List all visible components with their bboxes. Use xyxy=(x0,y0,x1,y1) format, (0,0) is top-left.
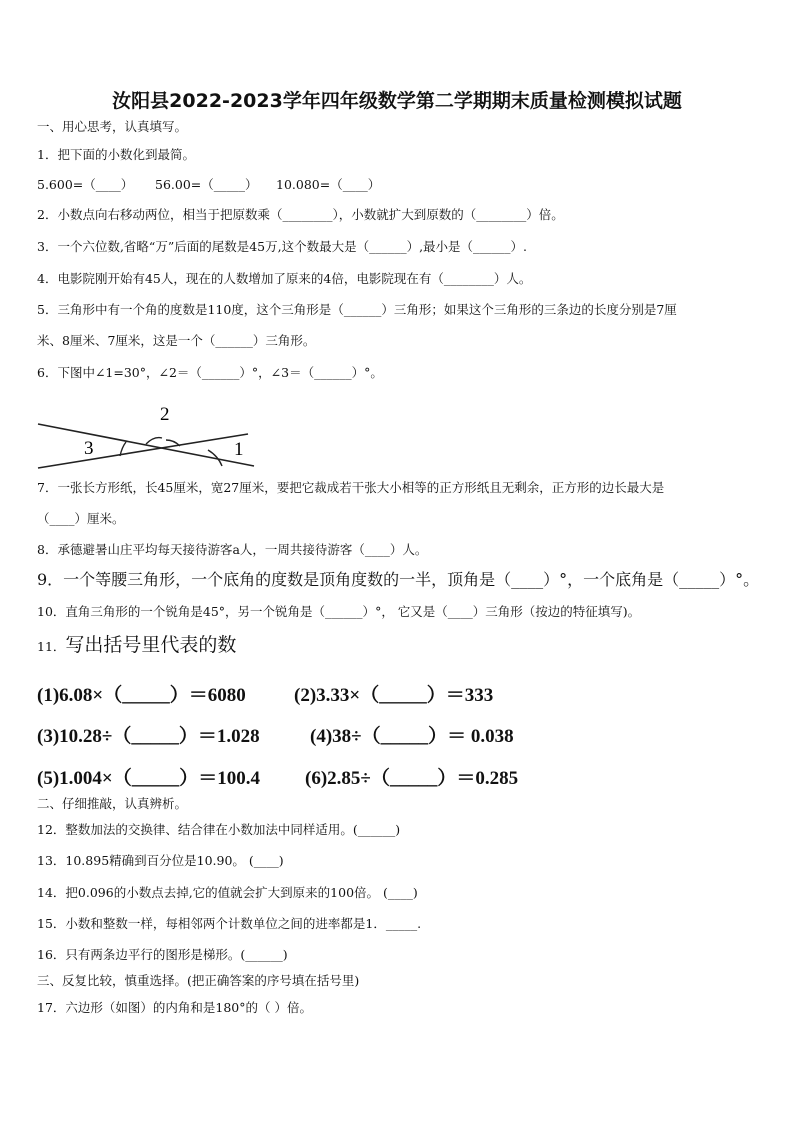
figure-line-a xyxy=(38,424,254,466)
calc-4: (4)38÷（_____）＝ 0.038 xyxy=(310,726,514,747)
calc-1: (1)6.08×（_____）＝6080 xyxy=(37,685,246,706)
calc-2: (2)3.33×（_____）＝333 xyxy=(294,685,494,706)
page-title: 汝阳县2022-2023学年四年级数学第二学期期末质量检测模拟试题 xyxy=(112,90,682,112)
question-7-line-2: （____）厘米。 xyxy=(37,511,125,526)
question-17: 17．六边形（如图）的内角和是180°的（ ）倍。 xyxy=(37,1000,312,1015)
question-1-item-a: 5.600=（____） xyxy=(37,177,134,192)
calc-3: (3)10.28÷（_____）＝1.028 xyxy=(37,726,260,747)
question-14: 14．把0.096的小数点去掉,它的值就会扩大到原来的100倍。 (____) xyxy=(37,885,418,900)
question-9: 9．一个等腰三角形，一个底角的度数是顶角度数的一半，顶角是（____）°，一个底角是（_____）°。 xyxy=(37,570,760,589)
angle-label-2: 2 xyxy=(160,404,170,425)
calc-5: (5)1.004×（_____）＝100.4 xyxy=(37,768,260,789)
question-5-line-2: 米、8厘米、7厘米，这是一个（______）三角形。 xyxy=(37,333,316,348)
question-8: 8．承德避暑山庄平均每天接待游客a人，一周共接待游客（____）人。 xyxy=(37,542,428,557)
section-1-heading: 一、用心思考，认真填写。 xyxy=(37,119,188,134)
angle-label-1: 1 xyxy=(234,439,244,460)
question-15: 15．小数和整数一样，每相邻两个计数单位之间的进率都是1．_____. xyxy=(37,916,422,931)
question-11-number: 11． xyxy=(37,639,66,654)
question-11-text: 写出括号里代表的数 xyxy=(65,634,237,656)
calc-6: (6)2.85÷（_____）＝0.285 xyxy=(305,768,519,789)
question-16: 16．只有两条边平行的图形是梯形。(______) xyxy=(37,947,288,962)
question-13: 13．10.895精确到百分位是10.90。 (____) xyxy=(37,853,284,868)
question-4: 4．电影院刚开始有45人，现在的人数增加了原来的4倍，电影院现在有（________）人。 xyxy=(37,271,532,286)
figure-line-b xyxy=(38,434,248,468)
section-3-heading: 三、反复比较，慎重选择。(把正确答案的序号填在括号里) xyxy=(37,973,360,988)
angle-label-3: 3 xyxy=(84,438,94,459)
question-7-line-1: 7．一张长方形纸，长45厘米，宽27厘米，要把它裁成若干张大小相等的正方形纸且无剩余，正方形的边长最大是 xyxy=(37,480,665,495)
angle-2-arc-left xyxy=(146,438,162,444)
question-11 xyxy=(37,636,236,656)
question-3: 3．一个六位数,省略“万”后面的尾数是45万,这个数最大是（______）,最小是（______）. xyxy=(37,239,528,254)
question-1-item-c: 10.080=（____） xyxy=(276,177,381,192)
question-5-line-1: 5．三角形中有一个角的度数是110度，这个三角形是（______）三角形；如果这个三角形的三条边的长度分别是7厘 xyxy=(37,302,677,317)
question-1-item-b: 56.00=（_____） xyxy=(155,177,258,192)
question-1: 1．把下面的小数化到最简。 xyxy=(37,147,195,162)
question-10: 10．直角三角形的一个锐角是45°，另一个锐角是（______）°， 它又是（____）三角形（按边的特征填写)。 xyxy=(37,604,641,619)
angle-figure xyxy=(36,400,266,474)
question-6: 6．下图中∠1=30°，∠2＝（______）°，∠3＝（______）°。 xyxy=(37,365,383,380)
question-2: 2．小数点向右移动两位，相当于把原数乘（________），小数就扩大到原数的（________）倍。 xyxy=(37,207,564,222)
question-12: 12．整数加法的交换律、结合律在小数加法中同样适用。(______) xyxy=(37,822,401,837)
section-2-heading: 二、仔细推敲，认真辨析。 xyxy=(37,796,188,811)
